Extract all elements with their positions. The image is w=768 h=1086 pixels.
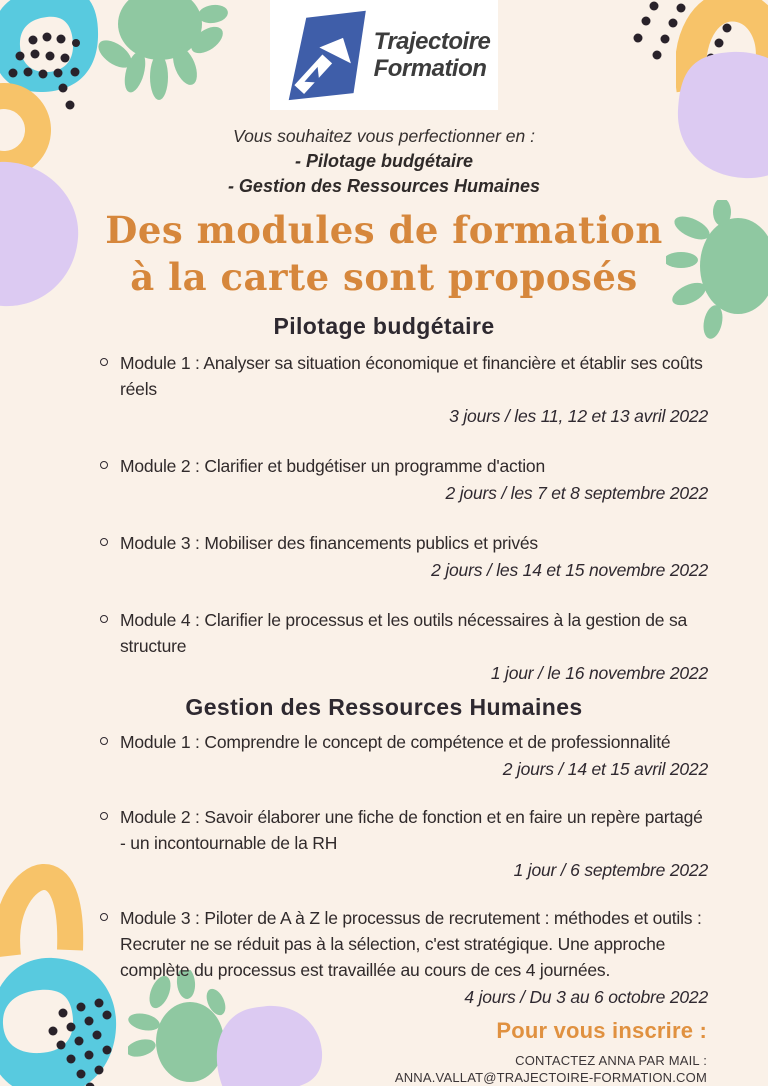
bullet-circle-icon	[100, 615, 108, 623]
bullet-circle-icon	[100, 737, 108, 745]
module-text: Module 2 : Savoir élaborer une fiche de fonction et en faire un repère partagé - un incontournable de la RH	[120, 807, 703, 853]
module-date: 1 jour / le 16 novembre 2022	[490, 663, 708, 683]
logo-line1: Trajectoire	[373, 28, 491, 55]
module-date: 2 jours / les 14 et 15 novembre 2022	[431, 560, 708, 580]
intro-block	[0, 124, 768, 199]
intro-topic-1: - Pilotage budgétaire	[294, 151, 474, 171]
page-title-line1: Des modules de formation	[105, 208, 663, 252]
logo	[270, 0, 498, 110]
bullet-circle-icon	[100, 538, 108, 546]
page-title	[0, 207, 768, 301]
module-text: Module 1 : Comprendre le concept de compétence et de professionnalité	[120, 732, 671, 752]
module-text: Module 3 : Piloter de A à Z le processus de recrutement : méthodes et outils : Recruter ne se réduit pas à la sélection, c'est stratégique. Une approche complète du processus est travaillée au cours de ces 4 journées.	[120, 908, 702, 980]
module-item	[98, 905, 708, 1010]
module-text: Module 1 : Analyser sa situation économique et financière et établir ses coûts réels	[120, 353, 703, 399]
module-date: 4 jours / Du 3 au 6 octobre 2022	[464, 987, 708, 1007]
module-date: 1 jour / 6 septembre 2022	[513, 860, 708, 880]
module-date: 3 jours / les 11, 12 et 13 avril 2022	[449, 406, 708, 426]
section-heading-rh: Gestion des Ressources Humaines	[185, 694, 583, 720]
module-list-pilotage	[98, 350, 708, 686]
trajectoire-logo-arrow-icon	[278, 9, 366, 101]
logo-wordmark	[374, 28, 491, 82]
logo-line2: Formation	[373, 55, 487, 82]
footer	[0, 1018, 738, 1086]
module-text: Module 3 : Mobiliser des financements publics et privés	[120, 533, 538, 553]
module-list-rh	[98, 729, 708, 1010]
contact-line: CONTACTEZ ANNA PAR MAIL :	[515, 1053, 707, 1068]
module-item	[98, 530, 708, 583]
contact-block	[0, 1052, 707, 1086]
bullet-circle-icon	[100, 461, 108, 469]
module-date: 2 jours / les 7 et 8 septembre 2022	[445, 483, 708, 503]
section-heading-pilotage: Pilotage budgétaire	[273, 313, 495, 339]
module-text: Module 4 : Clarifier le processus et les outils nécessaires à la gestion de sa structure	[120, 610, 688, 656]
bullet-circle-icon	[100, 913, 108, 921]
module-item	[98, 729, 708, 782]
bullet-circle-icon	[100, 812, 108, 820]
intro-lead: Vous souhaitez vous perfectionner en :	[233, 126, 535, 146]
module-date: 2 jours / 14 et 15 avril 2022	[502, 759, 708, 779]
module-item	[98, 453, 708, 506]
page-title-line2: à la carte sont proposés	[130, 255, 638, 299]
module-item	[98, 804, 708, 883]
module-item	[98, 607, 708, 686]
cta-inscription: Pour vous inscrire :	[496, 1018, 707, 1043]
bullet-circle-icon	[100, 358, 108, 366]
contact-email: ANNA.VALLAT@TRAJECTOIRE-FORMATION.COM	[394, 1070, 707, 1085]
intro-topic-2: - Gestion des Ressources Humaines	[227, 176, 541, 196]
module-text: Module 2 : Clarifier et budgétiser un programme d'action	[120, 456, 546, 476]
module-item	[98, 350, 708, 429]
